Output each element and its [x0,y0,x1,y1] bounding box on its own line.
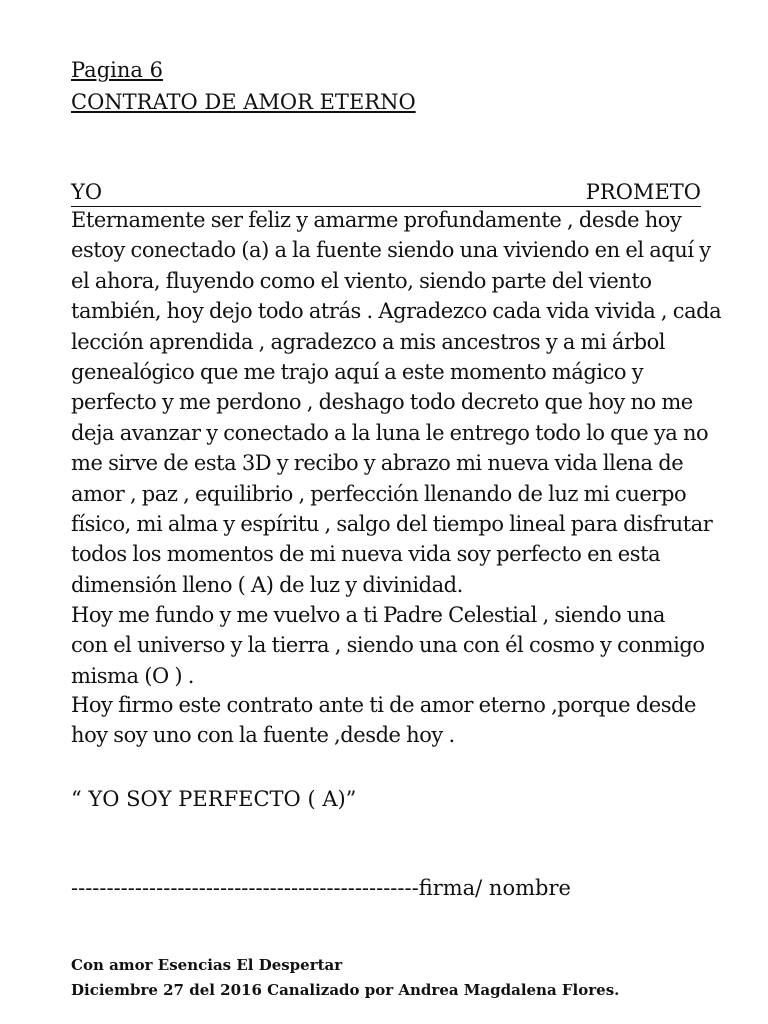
text-line: Hoy me fundo y me vuelvo a ti Padre Celestial , siendo una [71,603,665,627]
text-line: perfecto y me perdono , deshago todo decreto que hoy no me [71,390,693,415]
paragraph-3 [36,690,730,751]
document-title: CONTRATO DE AMOR ETERNO [71,90,416,114]
text-line: me sirve de esta 3D y recibo y abrazo mi nueva vida llena de [71,451,684,476]
footer-credit: Con amor Esencias El Despertar [71,956,343,974]
text-line: misma (O ) . [71,663,194,688]
footer-date-author: Diciembre 27 del 2016 Canalizado por Andrea Magdalena Flores. [71,981,620,999]
text-line: estoy conectado (a) a la fuente siendo una viviendo en el aquí y [71,238,711,263]
text-line: también, hoy dejo todo atrás . Agradezco cada vida vivida , cada [71,299,722,324]
text-line: Eternamente ser feliz y amarme profundamente , desde hoy [71,208,682,232]
paragraph-1 [36,205,730,600]
text-line: dimensión lleno ( A) de luz y divinidad. [71,572,463,597]
text-line: deja avanzar y conectado a la luna le entrego todo lo que ya no [71,420,709,445]
text-line: hoy soy uno con la fuente ,desde hoy . [71,723,455,748]
text-line: amor , paz , equilibrio , perfección llenando de luz mi cuerpo [71,481,687,506]
text-line: genealógico que me trajo aquí a este momento mágico y [71,360,644,385]
yo-label: YO [71,180,103,204]
page-number: Pagina 6 [71,58,163,82]
text-line: con el universo y la tierra , siendo una con él cosmo y conmigo [71,633,705,658]
prometo-label: PROMETO [585,180,701,204]
paragraph-2 [36,600,730,691]
text-line: físico, mi alma y espíritu , salgo del tiempo lineal para disfrutar [71,512,713,537]
name-blank-line [71,178,701,207]
text-line: todos los momentos de mi nueva vida soy perfecto en esta [71,542,661,567]
text-line: Hoy firmo este contrato ante ti de amor eterno ,porque desde [71,693,697,717]
text-line: lección aprendida , agradezco a mis ancestros y a mi árbol [71,329,666,354]
signature-line: -------------------------------------------------firma/ nombre [71,876,571,900]
text-line: el ahora, fluyendo como el viento, siendo parte del viento [71,268,652,293]
affirmation: “ YO SOY PERFECTO ( A)” [71,787,357,811]
